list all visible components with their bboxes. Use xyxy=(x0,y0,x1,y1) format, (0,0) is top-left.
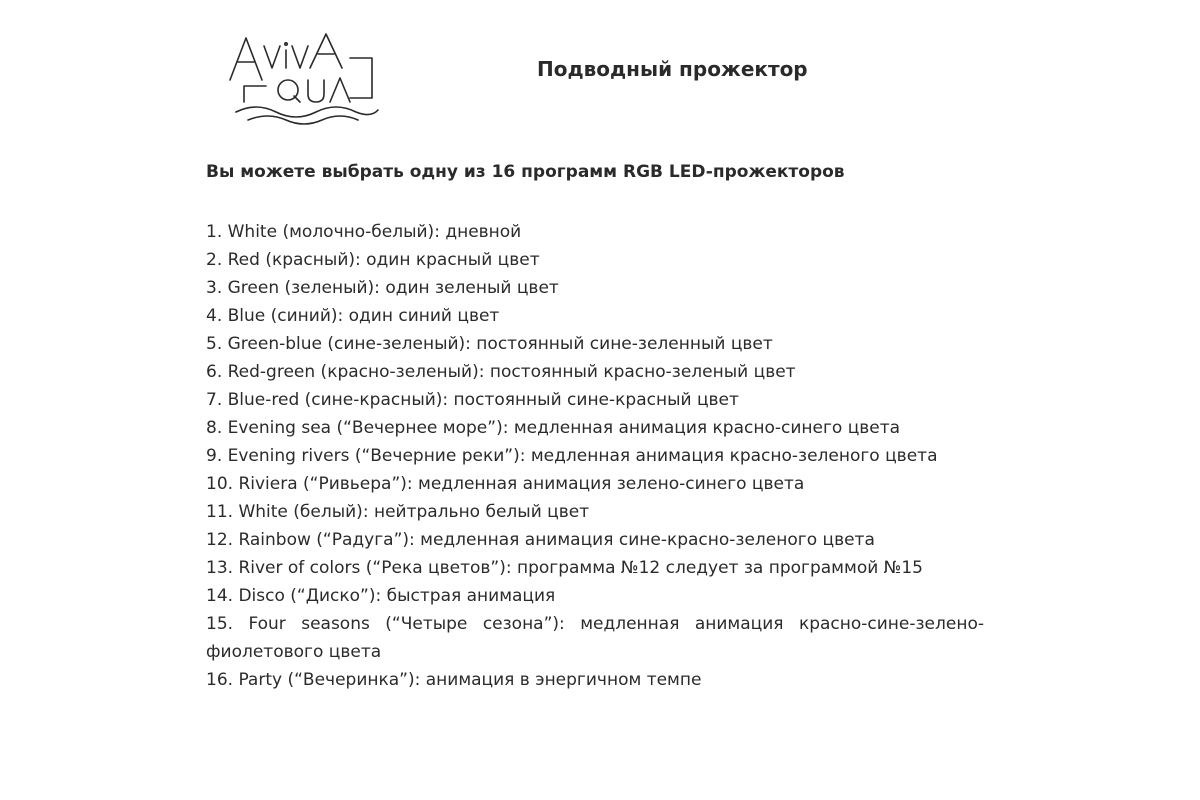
avivaqua-logo xyxy=(226,28,386,128)
program-item: 8. Evening sea (“Вечернее море”): медленная анимация красно-синего цвета xyxy=(206,418,901,438)
program-item: 7. Blue-red (сине-красный): постоянный сине-красный цвет xyxy=(206,390,739,410)
program-item: 3. Green (зеленый): один зеленый цвет xyxy=(206,278,559,298)
intro-heading: Вы можете выбрать одну из 16 программ RGB LED-прожекторов xyxy=(206,162,845,182)
program-item: 11. White (белый): нейтрально белый цвет xyxy=(206,502,590,522)
program-list xyxy=(206,218,984,694)
program-item: 16. Party (“Вечеринка”): анимация в энергичном темпе xyxy=(206,670,702,690)
program-item: 2. Red (красный): один красный цвет xyxy=(206,250,540,270)
program-item: 9. Evening rivers (“Вечерние реки”): медленная анимация красно-зеленого цвета xyxy=(206,446,938,466)
program-item: 15. Four seasons (“Четыре сезона”): медленная анимация красно-сине-зелено-фиолетового цвета xyxy=(206,614,984,662)
program-item: 12. Rainbow (“Радуга”): медленная анимация сине-красно-зеленого цвета xyxy=(206,530,875,550)
program-item: 13. River of colors (“Река цветов”): программа №12 следует за программой №15 xyxy=(206,558,923,578)
program-item: 6. Red-green (красно-зеленый): постоянный красно-зеленый цвет xyxy=(206,362,796,382)
program-item: 1. White (молочно-белый): дневной xyxy=(206,222,522,242)
program-item: 14. Disco (“Диско”): быстрая анимация xyxy=(206,586,556,606)
program-item: 4. Blue (синий): один синий цвет xyxy=(206,306,500,326)
program-item: 10. Riviera (“Ривьера”): медленная анимация зелено-синего цвета xyxy=(206,474,805,494)
page-title: Подводный прожектор xyxy=(537,57,808,81)
program-item: 5. Green-blue (сине-зеленый): постоянный сине-зеленный цвет xyxy=(206,334,773,354)
avivaqua-wave-logo-icon xyxy=(226,28,386,128)
